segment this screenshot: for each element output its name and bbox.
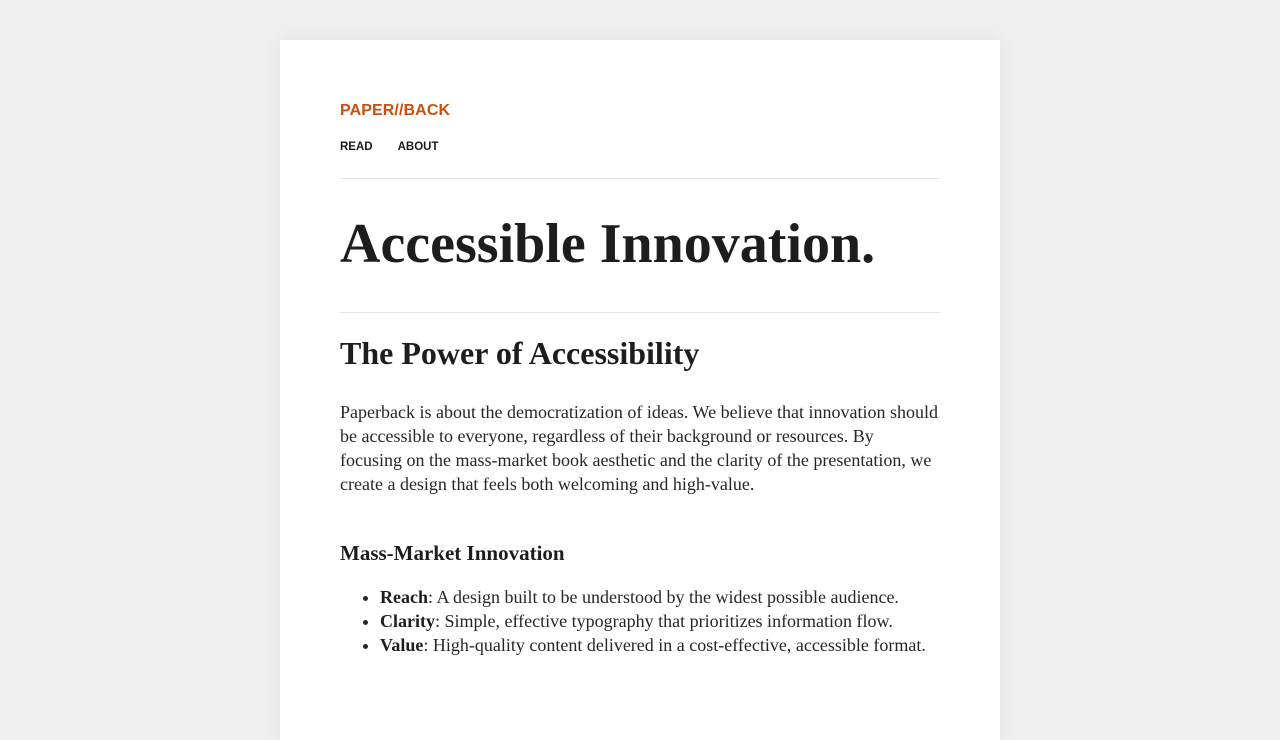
- list-item-reach: [380, 585, 980, 609]
- site-logo[interactable]: PAPER//BACK: [340, 102, 451, 119]
- header-divider: [340, 178, 940, 179]
- page-card: [280, 40, 1000, 740]
- list-item-value: [380, 633, 980, 657]
- section-heading: The Power of Accessibility: [340, 335, 700, 371]
- nav-item-about[interactable]: ABOUT: [397, 141, 439, 153]
- list-item-term: Value: [380, 635, 424, 655]
- title-divider: [340, 312, 940, 313]
- list-item-clarity: [380, 609, 980, 633]
- list-item-text: : A design built to be understood by the widest possible audience.: [428, 587, 899, 607]
- list-item-text: : Simple, effective typography that prioritizes information flow.: [434, 611, 893, 631]
- list-item-term: Clarity: [380, 611, 435, 631]
- list-item-term: Reach: [380, 587, 428, 607]
- main-nav: [340, 141, 438, 153]
- intro-paragraph: Paperback is about the democratization of ideas. We believe that innovation should be accessible to everyone, regardless of their background or resources. By focusing on the mass-market book aesthetic and the clarity of the presentation, we create a design that feels both welcoming and high-value.: [340, 402, 939, 494]
- nav-item-read[interactable]: READ: [340, 141, 373, 153]
- feature-list: [340, 585, 980, 657]
- subsection-heading: Mass-Market Innovation: [340, 541, 565, 565]
- page-title: Accessible Innovation.: [340, 213, 876, 275]
- list-item-text: : High-quality content delivered in a cost-effective, accessible format.: [423, 635, 926, 655]
